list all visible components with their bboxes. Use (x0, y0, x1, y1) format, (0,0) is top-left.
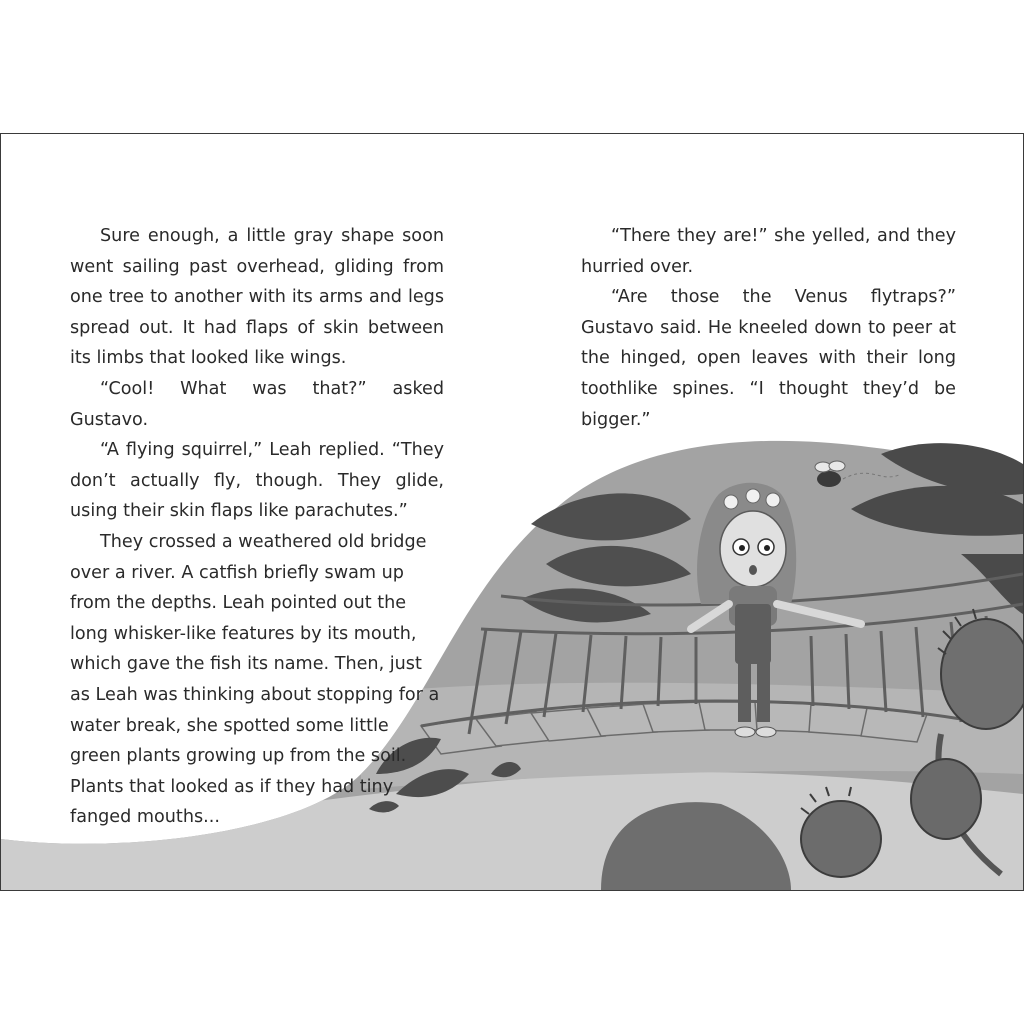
paragraph: They crossed a weathered old bridge over a river. A catfish briefly swam up from the depths. Leah pointed out the long whisker-like features by its mouth, which gave the fish its name. Then, just as Leah was thinking about stopping for a water break, she spotted some little green plants growing up from the soil. Plants that looked as if they had tiny fanged mouths... (70, 531, 440, 828)
paragraph: “Are those the Venus flytraps?” Gustavo said. He kneeled down to peer at the hinged, open leaves with their long toothlike spines. “I thought they’d be bigger.” (581, 287, 956, 430)
right-text-column (581, 221, 956, 435)
paragraph: “There they are!” she yelled, and they hurried over. (581, 226, 956, 277)
left-text-column (70, 221, 444, 833)
paragraph: Sure enough, a little gray shape soon went sailing past overhead, gliding from one tree to another with its arms and legs spread out. It had flaps of skin between its limbs that looked like wings. (70, 226, 444, 369)
paragraph: “A flying squirrel,” Leah replied. “They don’t actually fly, though. They glide, using their skin flaps like parachutes.” (70, 440, 444, 522)
paragraph: “Cool! What was that?” asked Gustavo. (70, 378, 444, 430)
book-spread (0, 133, 1024, 891)
